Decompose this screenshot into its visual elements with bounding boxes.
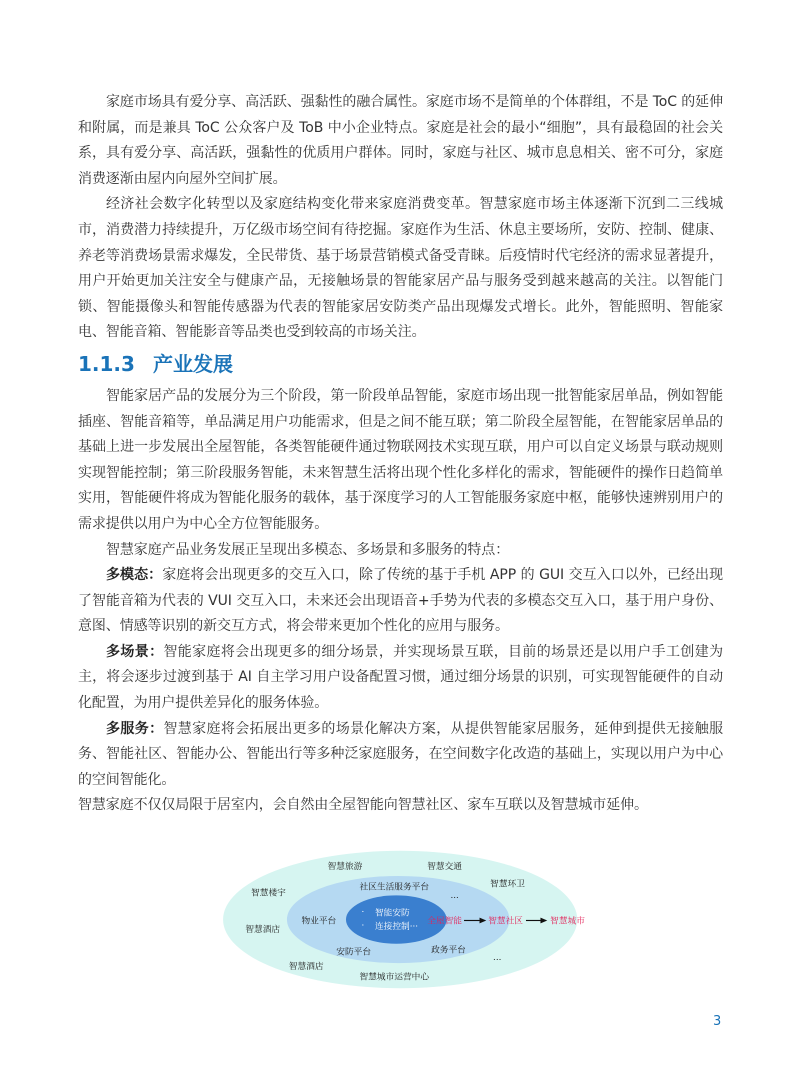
label-building: 智慧楼宇 — [251, 888, 286, 899]
feature-term: 多服务： — [106, 720, 164, 737]
page-number: 3 — [713, 1014, 722, 1029]
label-property: 物业平台 — [301, 916, 337, 927]
label-tourism: 智慧旅游 — [327, 862, 363, 873]
section-heading — [78, 350, 723, 378]
label-hotel-bottom: 智慧酒店 — [288, 961, 324, 972]
inner-item-connect-control: 连接控制··· — [375, 922, 419, 933]
label-operations-center: 智慧城市运营中心 — [359, 972, 430, 983]
feature-multimodal — [78, 563, 723, 640]
closing-line: 智慧家庭不仅仅局限于居室内，会自然由全屋智能向智慧社区、家车互联以及智慧城市延伸。 — [78, 797, 648, 814]
inner-bullet-2: · — [361, 921, 365, 932]
feature-multiservice — [78, 717, 723, 794]
progression-smart-city: 智慧城市 — [550, 916, 585, 927]
paragraph-features-intro: 智慧家庭产品业务发展正呈现出多模态、多场景和多服务的特点： — [106, 541, 510, 558]
inner-bullet-1: · — [361, 907, 365, 918]
paragraph-intro-2: 经济社会数字化转型以及家庭结构变化带来家庭消费变革。智慧家庭市场主体逐渐下沉到二三线城市，消费潜力持续提升，万亿级市场空间有待挖掘。家庭作为生活、休息主要场所，安防、控制、健康、养老等消费场景需求爆发，全民带货、基于场景营销模式备受青睐。后疫情时代宅经济的需求显著提升，用户开始更加关注安全与健康产品，无接触场景的智能家居产品与服务受到越来越高的关注。以智能门锁、智能摄像头和智能传感器为代表的智能家居安防类产品出现爆发式增长。此外，智能照明、智能家电、智能音箱、智能影音等品类也受到较高的市场关注。 — [78, 196, 723, 341]
feature-text: 智能家庭将会出现更多的细分场景，并实现场景互联，目前的场景还是以用户手工创建为主，将会逐步过渡到基于 AI 自主学习用户设备配置习惯，通过细分场景的识别，可实现智能硬件的自动化配置，为用户提供差异化的服务体验。 — [78, 643, 723, 712]
progression-smart-community: 智慧社区 — [488, 916, 523, 927]
label-sanitation: 智慧环卫 — [490, 879, 525, 890]
document-page — [78, 90, 723, 819]
label-security-platform: 安防平台 — [336, 947, 372, 958]
feature-text: 家庭将会出现更多的交互入口，除了传统的基于手机 APP 的 GUI 交互入口以外，已经出现了智能音箱为代表的 VUI 交互入口，未来还会出现语音+手势为代表的多模态交互入口，基于用户身份、意图、情感等识别的新交互方式，将会带来更加个性化的应用与服务。 — [78, 567, 723, 635]
feature-term: 多模态： — [106, 567, 163, 584]
feature-multiscene — [78, 640, 723, 717]
section-title: 产业发展 — [152, 351, 233, 376]
label-hotel-left: 智慧酒店 — [245, 925, 281, 936]
feature-text: 智慧家庭将会拓展出更多的场景化解决方案，从提供智能家居服务，延伸到提供无接触服务、智能社区、智能办公、智能出行等多种泛家庭服务，在空间数字化改造的基础上，实现以用户为中心的空间智能化。 — [78, 720, 723, 788]
inner-item-security: 智能安防 — [375, 908, 410, 919]
label-more-middle: ... — [450, 891, 459, 902]
label-more-outer: ... — [493, 953, 502, 964]
paragraph-stages: 智能家居产品的发展分为三个阶段，第一阶段单品智能，家庭市场出现一批智能家居单品，例如智能插座、智能音箱等，单品满足用户功能需求，但是之间不能互联；第二阶段全屋智能，在智能家居单品的基础上进一步发展出全屋智能，各类智能硬件通过物联网技术实现互联，用户可以自定义场景与联动规则实现智能控制；第三阶段服务智能，未来智慧生活将出现个性化多样化的需求，智能硬件的操作日趋简单实用，智能硬件将成为智能化服务的载体，基于深度学习的人工智能服务家庭中枢，能够快速辨别用户的需求提供以用户为中心全方位智能服务。 — [78, 387, 723, 532]
paragraph-intro-1: 家庭市场具有爱分享、高活跃、强黏性的融合属性。家庭市场不是简单的个体群组，不是 ToC 的延伸和附属，而是兼具 ToC 公众客户及 ToB 中小企业特点。家庭是社会的最小“细胞”，具有最稳固的社会关系，具有爱分享、高活跃，强黏性的优质用户群体。同时，家庭与社区、城市息息相关、密不可分，家庭消费逐渐由屋内向屋外空间扩展。 — [78, 94, 723, 187]
feature-term: 多场景： — [106, 643, 164, 660]
progression-whole-home: 全屋智能 — [427, 916, 463, 927]
label-community-life: 社区生活服务平台 — [359, 882, 430, 893]
label-government: 政务平台 — [431, 945, 466, 956]
label-transport: 智慧交通 — [427, 862, 463, 873]
smart-home-extension-diagram — [210, 845, 600, 995]
section-number: 1.1.3 — [78, 351, 135, 376]
